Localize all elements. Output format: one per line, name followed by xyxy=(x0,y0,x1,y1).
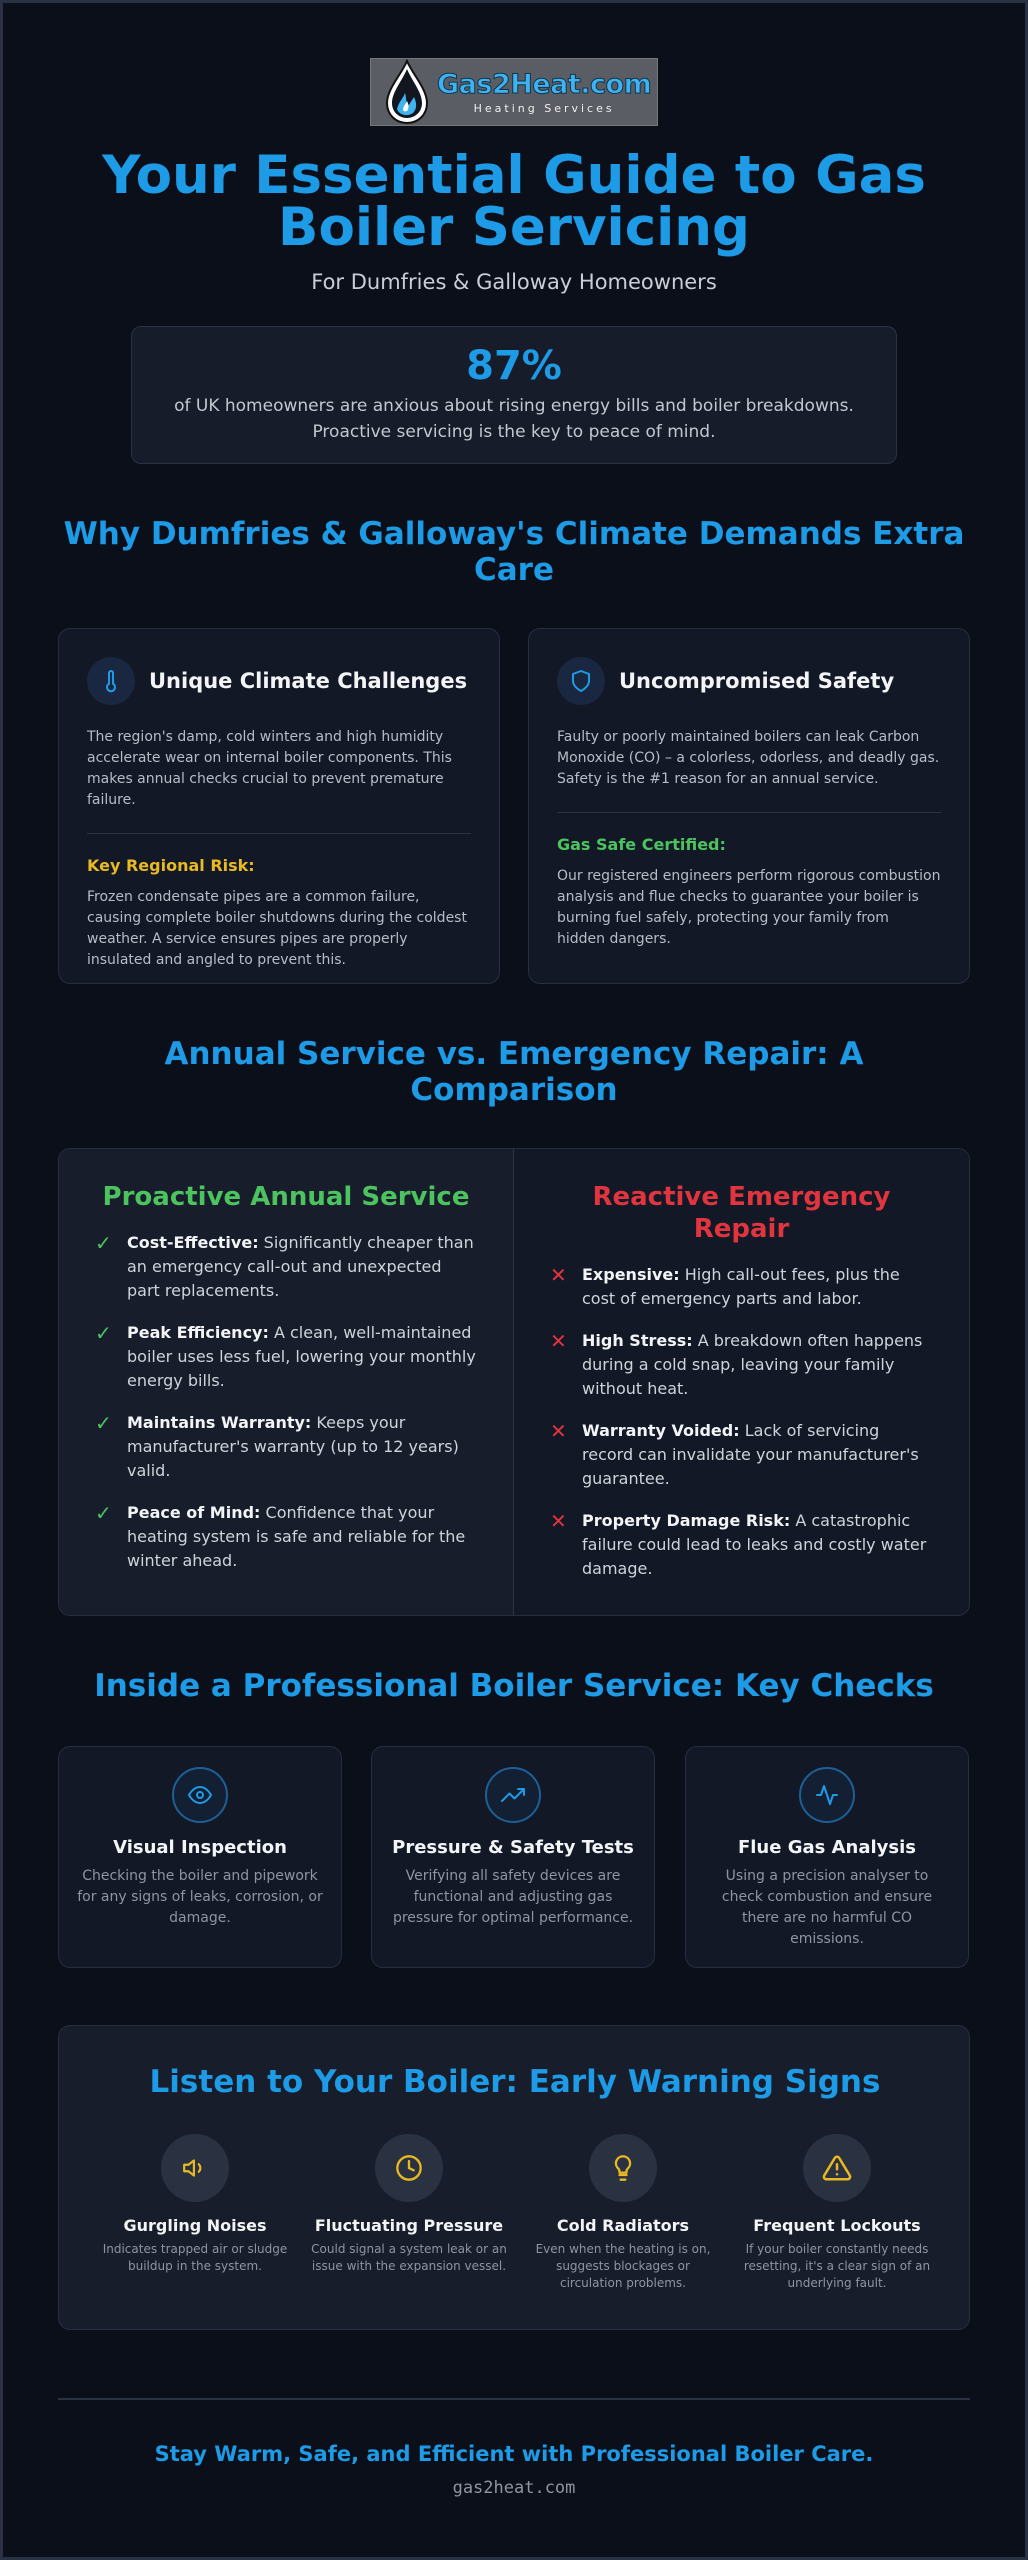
card-detail: Frozen condensate pipes are a common failure, causing complete boiler shutdowns during the coldest weather. A service ensures pipes are properly insulated and angled to prevent this. xyxy=(87,889,467,968)
list-item: ✓ Peak Efficiency: A clean, well-maintained boiler uses less fuel, lowering your monthly energy bills. xyxy=(95,1321,476,1390)
card-detail: Our registered engineers perform rigorous combustion analysis and flue checks to guarantee your boiler is burning fuel safely, protecting your family from hidden dangers. xyxy=(557,868,941,947)
cross-icon: ✕ xyxy=(550,1263,567,1287)
check-text: Verifying all safety devices are functional and adjusting gas pressure for optimal performance. xyxy=(392,1868,634,1926)
card-text: Faulty or poorly maintained boilers can leak Carbon Monoxide (CO) – a colorless, odorless, and deadly gas. Safety is the #1 reason for an annual service. xyxy=(557,729,940,787)
water-drop-logo-icon xyxy=(381,59,433,125)
proactive-list xyxy=(95,1231,477,1573)
warning-icon xyxy=(803,2134,871,2202)
list-item: ✓ Peace of Mind: Confidence that your heating system is safe and reliable for the winter ahead. xyxy=(95,1501,466,1570)
trending-up-icon xyxy=(485,1767,541,1823)
thermometer-icon xyxy=(87,657,135,705)
warning-text: Even when the heating is on, suggests blockages or circulation problems. xyxy=(535,2242,711,2290)
check-title: Flue Gas Analysis xyxy=(737,1837,917,1858)
card-title: Uncompromised Safety xyxy=(619,669,895,693)
card-title: Unique Climate Challenges xyxy=(149,669,468,693)
list-item: ✕ Property Damage Risk: A catastrophic failure could lead to leaks and costly water damage. xyxy=(550,1509,927,1578)
list-item: ✓ Cost-Effective: Significantly cheaper than an emergency call-out and unexpected part replacements. xyxy=(95,1231,474,1300)
stat-text: of UK homeowners are anxious about rising energy bills and boiler breakdowns. Proactive servicing is the key to peace of mind. xyxy=(174,396,854,442)
check-icon: ✓ xyxy=(95,1411,112,1435)
check-card-pressure-tests xyxy=(371,1746,655,1968)
warning-title: Cold Radiators xyxy=(556,2216,690,2235)
card-label: Key Regional Risk: xyxy=(87,856,255,875)
card-divider xyxy=(87,833,471,834)
warning-item-pressure xyxy=(311,2134,507,2275)
check-title: Pressure & Safety Tests xyxy=(392,1837,634,1858)
list-item: ✕ Expensive: High call-out fees, plus the cost of emergency parts and labor. xyxy=(550,1263,900,1308)
list-item: ✕ High Stress: A breakdown often happens during a cold snap, leaving your family without heat. xyxy=(550,1329,923,1398)
check-title: Visual Inspection xyxy=(113,1837,287,1858)
reactive-list xyxy=(550,1263,929,1581)
warning-title: Gurgling Noises xyxy=(123,2216,267,2235)
checks-section-title: Inside a Professional Boiler Service: Key Checks xyxy=(94,1668,934,1704)
comparison-section-title: Annual Service vs. Emergency Repair: A Comparison xyxy=(164,1036,864,1108)
warning-title: Fluctuating Pressure xyxy=(314,2216,504,2235)
speaker-icon xyxy=(161,2134,229,2202)
warning-text: Could signal a system leak or an issue with the expansion vessel. xyxy=(311,2242,507,2273)
footer-url-link[interactable]: gas2heat.com xyxy=(452,2478,576,2498)
footer-divider xyxy=(58,2398,970,2400)
brand-name: Gas2Heat.com xyxy=(437,69,652,100)
check-card-visual-inspection xyxy=(58,1746,342,1968)
eye-icon xyxy=(172,1767,228,1823)
check-text: Checking the boiler and pipework for any signs of leaks, corrosion, or damage. xyxy=(77,1868,323,1926)
climate-section-title: Why Dumfries & Galloway's Climate Demands Extra Care xyxy=(63,516,965,588)
shield-icon xyxy=(557,657,605,705)
check-icon: ✓ xyxy=(95,1501,112,1525)
stat-callout xyxy=(131,326,897,464)
brand-tagline: Heating Services xyxy=(473,102,615,115)
warnings-title: Listen to Your Boiler: Early Warning Signs xyxy=(149,2064,881,2100)
check-icon: ✓ xyxy=(95,1321,112,1345)
warning-text: If your boiler constantly needs resetting, it's a clear sign of an underlying fault. xyxy=(743,2242,931,2290)
card-text: The region's damp, cold winters and high humidity accelerate wear on internal boiler components. This makes annual checks crucial to prevent premature failure. xyxy=(87,729,452,808)
warning-item-lockouts xyxy=(739,2134,935,2292)
footer-tagline: Stay Warm, Safe, and Efficient with Professional Boiler Care. xyxy=(154,2442,874,2466)
list-item: ✓ Maintains Warranty: Keeps your manufacturer's warranty (up to 12 years) valid. xyxy=(95,1411,459,1480)
comparison-table xyxy=(58,1148,970,1616)
proactive-column xyxy=(59,1149,514,1615)
cross-icon: ✕ xyxy=(550,1419,567,1443)
cross-icon: ✕ xyxy=(550,1509,567,1533)
warning-title: Frequent Lockouts xyxy=(753,2216,921,2235)
cross-icon: ✕ xyxy=(550,1329,567,1353)
check-card-flue-gas xyxy=(685,1746,969,1968)
climate-challenges-card xyxy=(58,628,500,984)
warning-item-gurgling xyxy=(97,2134,293,2275)
page-title: Your Essential Guide to Gas Boiler Servicing xyxy=(102,145,926,258)
clock-icon xyxy=(375,2134,443,2202)
lightbulb-icon xyxy=(589,2134,657,2202)
reactive-title: Reactive Emergency Repair xyxy=(592,1182,891,1244)
check-text: Using a precision analyser to check combustion and ensure there are no harmful CO emissions. xyxy=(721,1868,933,1947)
check-icon: ✓ xyxy=(95,1231,112,1255)
safety-card xyxy=(528,628,970,984)
page-subtitle: For Dumfries & Galloway Homeowners xyxy=(311,270,717,294)
warning-item-cold-radiators xyxy=(525,2134,721,2292)
warning-text: Indicates trapped air or sludge buildup in the system. xyxy=(102,2242,288,2273)
stat-value: 87% xyxy=(466,343,562,389)
reactive-column xyxy=(514,1149,969,1615)
pulse-icon xyxy=(799,1767,855,1823)
warning-signs-panel xyxy=(58,2025,970,2330)
brand-logo[interactable] xyxy=(370,58,658,126)
card-label: Gas Safe Certified: xyxy=(557,835,726,854)
proactive-title: Proactive Annual Service xyxy=(102,1182,470,1212)
card-divider xyxy=(557,812,941,813)
list-item: ✕ Warranty Voided: Lack of servicing record can invalidate your manufacturer's guarantee. xyxy=(550,1419,919,1488)
